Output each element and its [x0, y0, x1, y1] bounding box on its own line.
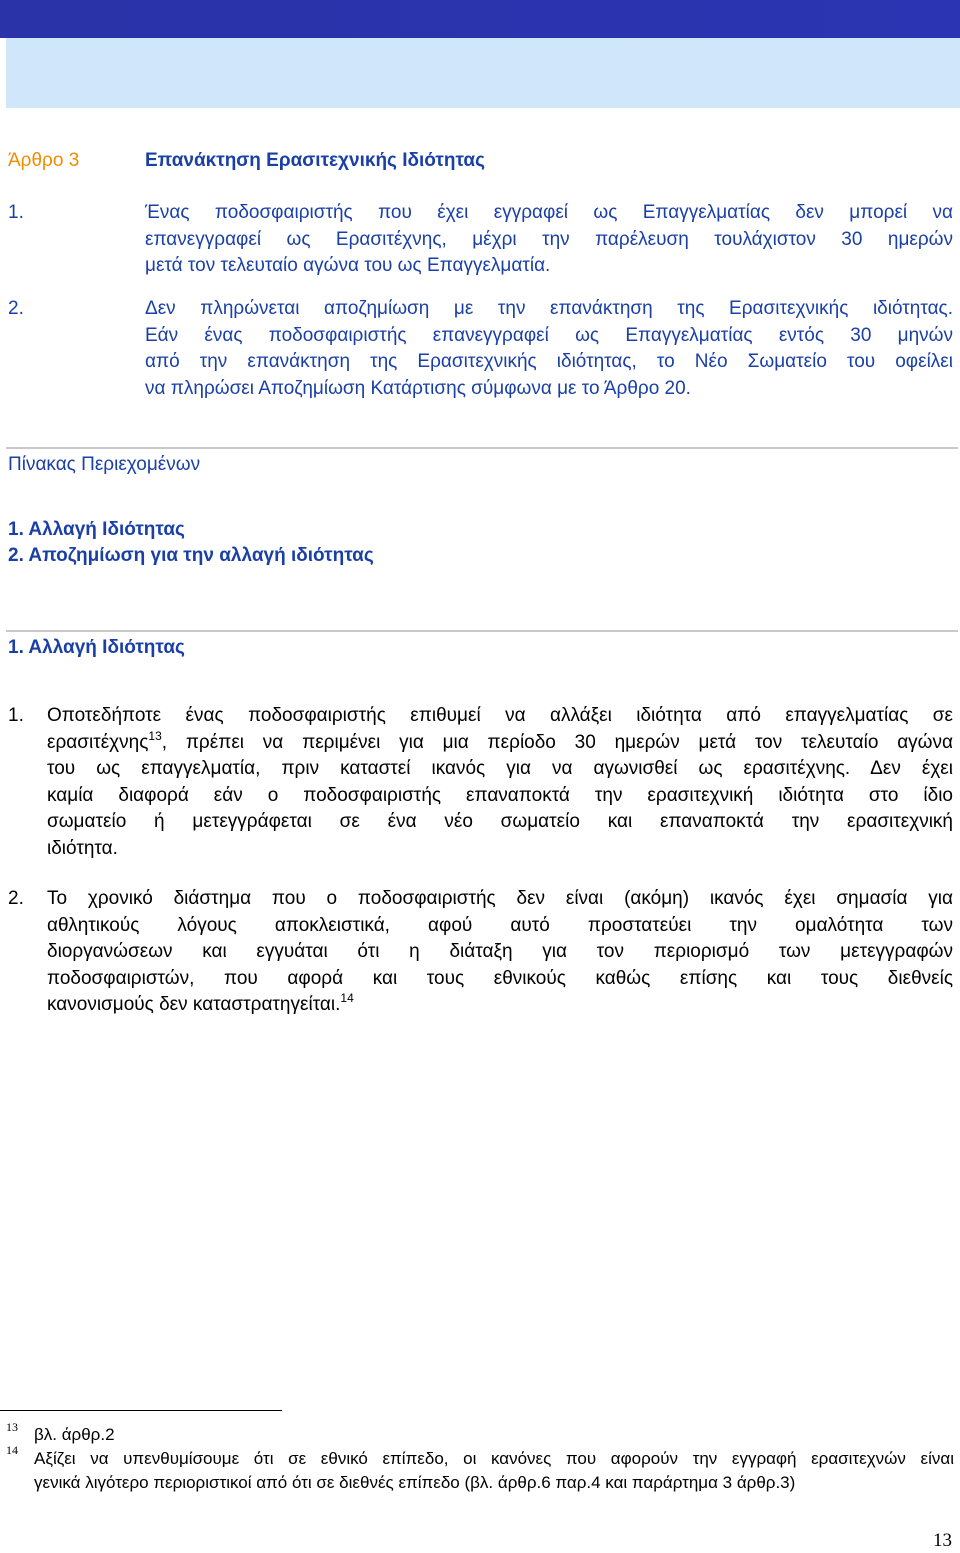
section-p1-line2-end: , πρέπει να περιμένει για μια περίοδο 30 ημερών μετά τον τελευταίο αγώνα — [161, 731, 953, 753]
article-item2-line4: να πληρώσει Αποζημίωση Κατάρτισης σύμφωνα με το Άρθρο 20. — [145, 377, 691, 399]
toc-item-2[interactable]: 2. Αποζημίωση για την αλλαγή ιδιότητας — [8, 545, 374, 566]
section-p2-line5 — [47, 992, 953, 1019]
section-p1-line5: σωματείο ή μετεγγράφεται σε ένα νέο σωματείο και επαναποκτά την ερασιτεχνική — [47, 811, 953, 832]
section-p1-line1: Οποτεδήποτε ένας ποδοσφαιριστής επιθυμεί να αλλάξει ιδιότητα από επαγγελματίας σε — [47, 705, 953, 726]
section-p1-line2-start: ερασιτέχνης — [47, 731, 149, 753]
toc-item-1[interactable]: 1. Αλλαγή Ιδιότητας — [8, 519, 185, 540]
footnote-ref-13[interactable]: 13 — [148, 728, 162, 743]
section-p2-text — [47, 886, 953, 1019]
footnote-14-line1: Αξίζει να υπενθυμίσουμε ότι σε εθνικό επίπεδο, οι κανόνες που αφορούν την εγγραφή ερασιτεχνών είναι — [34, 1449, 954, 1468]
article-item1-line3: μετά τον τελευταίο αγώνα του ως Επαγγελματία. — [145, 255, 551, 276]
article-item2-number: 2. — [8, 298, 24, 319]
section-p2-line3: διοργανώσεων και εγγυάται ότι η διάταξη για τον περιορισμό των μετεγγραφών — [47, 941, 953, 962]
section-p2-line5-text: κανονισμούς δεν καταστρατηγείται. — [47, 994, 341, 1015]
article-item2-line3: από την επανάκτηση της Ερασιτεχνικής ιδιότητας, το Νέο Σωματείο του οφείλει — [145, 351, 953, 372]
section-p1-line6: ιδιότητα. — [47, 837, 118, 859]
header-bar-dark — [0, 0, 960, 38]
section-p1-number: 1. — [8, 705, 24, 726]
section-p2-line2: αθλητικούς λόγους αποκλειστικά, αφού αυτό προστατεύει την ομαλότητα των — [47, 914, 953, 936]
article-item1-line1: Ένας ποδοσφαιριστής που έχει εγγραφεί ως Επαγγελματίας δεν μπορεί να — [145, 202, 953, 223]
article-item2-line2: Εάν ένας ποδοσφαιριστής επανεγγραφεί ως Επαγγελματίας εντός 30 μηνών — [145, 324, 953, 346]
footnote-13-text: βλ. άρθρ.2 — [34, 1425, 115, 1444]
article-item2-text — [145, 296, 953, 402]
page-number: 13 — [933, 1530, 952, 1551]
footnote-14-line2: γενικά λιγότερο περιοριστικοί από ότι σε διεθνές επίπεδο (βλ. άρθρ.6 παρ.4 και παράρτημα 3 άρθρ.3) — [34, 1473, 796, 1492]
toc-heading: Πίνακας Περιεχομένων — [8, 454, 201, 475]
article-item1-number: 1. — [8, 202, 24, 223]
article-item2-line1: Δεν πληρώνεται αποζημίωση με την επανάκτηση της Ερασιτεχνικής ιδιότητας. — [145, 298, 953, 319]
footnote-14-number: 14 — [6, 1443, 18, 1457]
section-p1-text — [47, 703, 953, 862]
footnote-separator — [0, 1410, 282, 1411]
article-label: Άρθρο 3 — [8, 150, 80, 171]
header-bar-light — [6, 38, 960, 108]
section-p2-number: 2. — [8, 888, 24, 909]
article-item1-line2: επανεγγραφεί ως Ερασιτέχνης, μέχρι την παρέλευση τουλάχιστον 30 ημερών — [145, 228, 953, 250]
divider-section-top — [6, 630, 958, 632]
section-heading: 1. Αλλαγή Ιδιότητας — [8, 637, 185, 658]
section-p2-line1: Το χρονικό διάστημα που ο ποδοσφαιριστής δεν είναι (ακόμη) ικανός έχει σημασία για — [47, 888, 953, 909]
footnote-14-text — [34, 1447, 954, 1495]
section-p1-line3: του ως επαγγελματία, πριν καταστεί ικανός για να αγωνισθεί ως ερασιτέχνης. Δεν έχει — [47, 758, 953, 779]
section-p2-line4: ποδοσφαιριστών, που αφορά και τους εθνικούς καθώς επίσης και τους διεθνείς — [47, 967, 953, 989]
section-p1-line2 — [47, 730, 953, 757]
section-p1-line4: καμία διαφορά εάν ο ποδοσφαιριστής επαναποκτά την ερασιτεχνική ιδιότητα στο ίδιο — [47, 784, 953, 806]
divider-toc-top — [6, 447, 958, 449]
footnote-ref-14[interactable]: 14 — [340, 991, 354, 1005]
article-title: Επανάκτηση Ερασιτεχνικής Ιδιότητας — [145, 150, 485, 171]
article-item1-text — [145, 200, 953, 280]
footnote-13-number: 13 — [6, 1420, 18, 1434]
